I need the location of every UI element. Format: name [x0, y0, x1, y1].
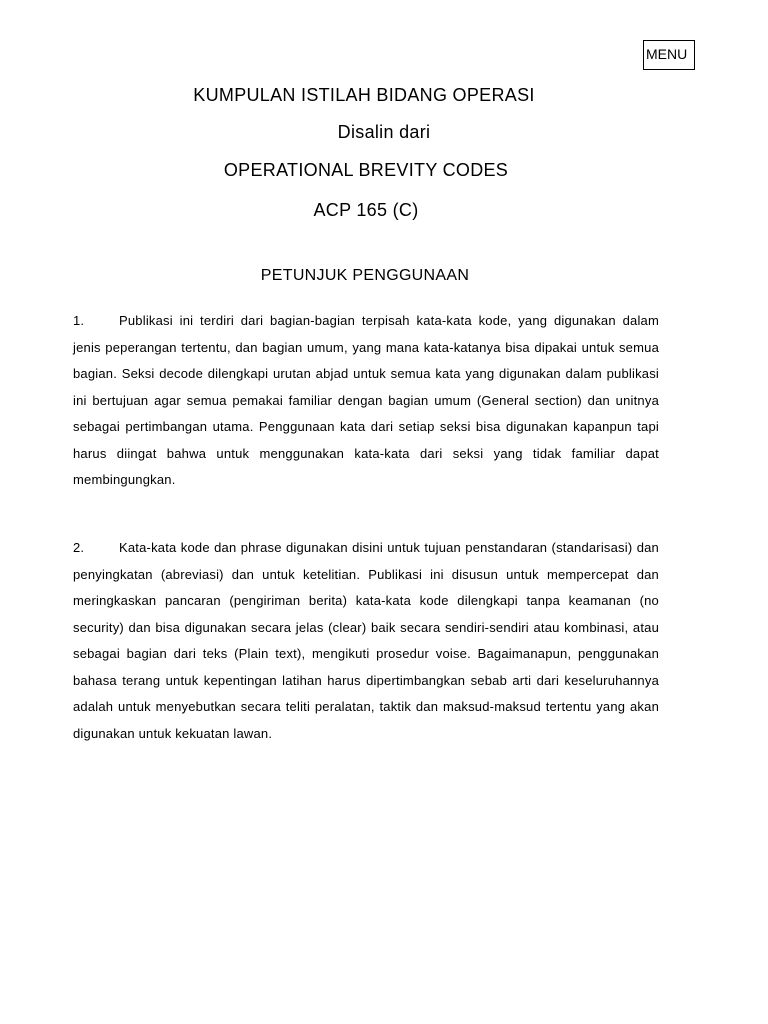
paragraph-text: Publikasi ini terdiri dari bagian-bagian terpisah kata-kata kode, yang digunakan dalam jenis peperangan tertentu, dan bagian umum, yang mana kata-katanya bisa dipakai untuk semua bagian. Seksi decode dilengkapi urutan abjad untuk semua kata yang digunakan dalam publikasi ini bertujuan agar semua pemakai familiar dengan bagian umum (General section) dan unitnya sebagai pertimbangan utama. Penggunaan kata dari setiap seksi bisa digunakan kapanpun tapi harus diingat bahwa untuk menggunakan kata-kata dari seksi yang tidak familiar dapat membingungkan. — [73, 313, 659, 487]
paragraph-2 — [73, 535, 659, 747]
document-subtitle-source: Disalin dari — [337, 122, 431, 142]
paragraph-number: 2. — [73, 540, 85, 555]
paragraph-text: Kata-kata kode dan phrase digunakan disini untuk tujuan penstandaran (standarisasi) dan penyingkatan (abreviasi) dan untuk ketelitian. Publikasi ini disusun untuk mempercepat dan meringkaskan pancaran (pengiriman berita) kata-kata kode dilengkapi tanpa keamanan (no security) dan bisa digunakan secara jelas (clear) baik secara sendiri-sendiri atau kombinasi, atau sebagai bagian dari teks (Plain text), mengikuti prosedur voise. Bagaimanapun, penggunakan bahasa terang untuk kepentingan latihan harus dipertimbangkan sebab arti dari keseluruhannya adalah untuk menyebutkan secara teliti peralatan, taktik dan maksud-maksud tertentu yang akan digunakan untuk kekuatan lawan. — [73, 540, 659, 741]
paragraph-1 — [73, 308, 659, 494]
paragraph-number: 1. — [73, 313, 85, 328]
document-source-title: OPERATIONAL BREVITY CODES — [223, 160, 509, 180]
document-source-code: ACP 165 (C) — [313, 200, 419, 220]
section-title: PETUNJUK PENGGUNAAN — [260, 267, 470, 284]
menu-button[interactable]: MENU — [643, 40, 695, 70]
document-title: KUMPULAN ISTILAH BIDANG OPERASI — [193, 85, 535, 105]
